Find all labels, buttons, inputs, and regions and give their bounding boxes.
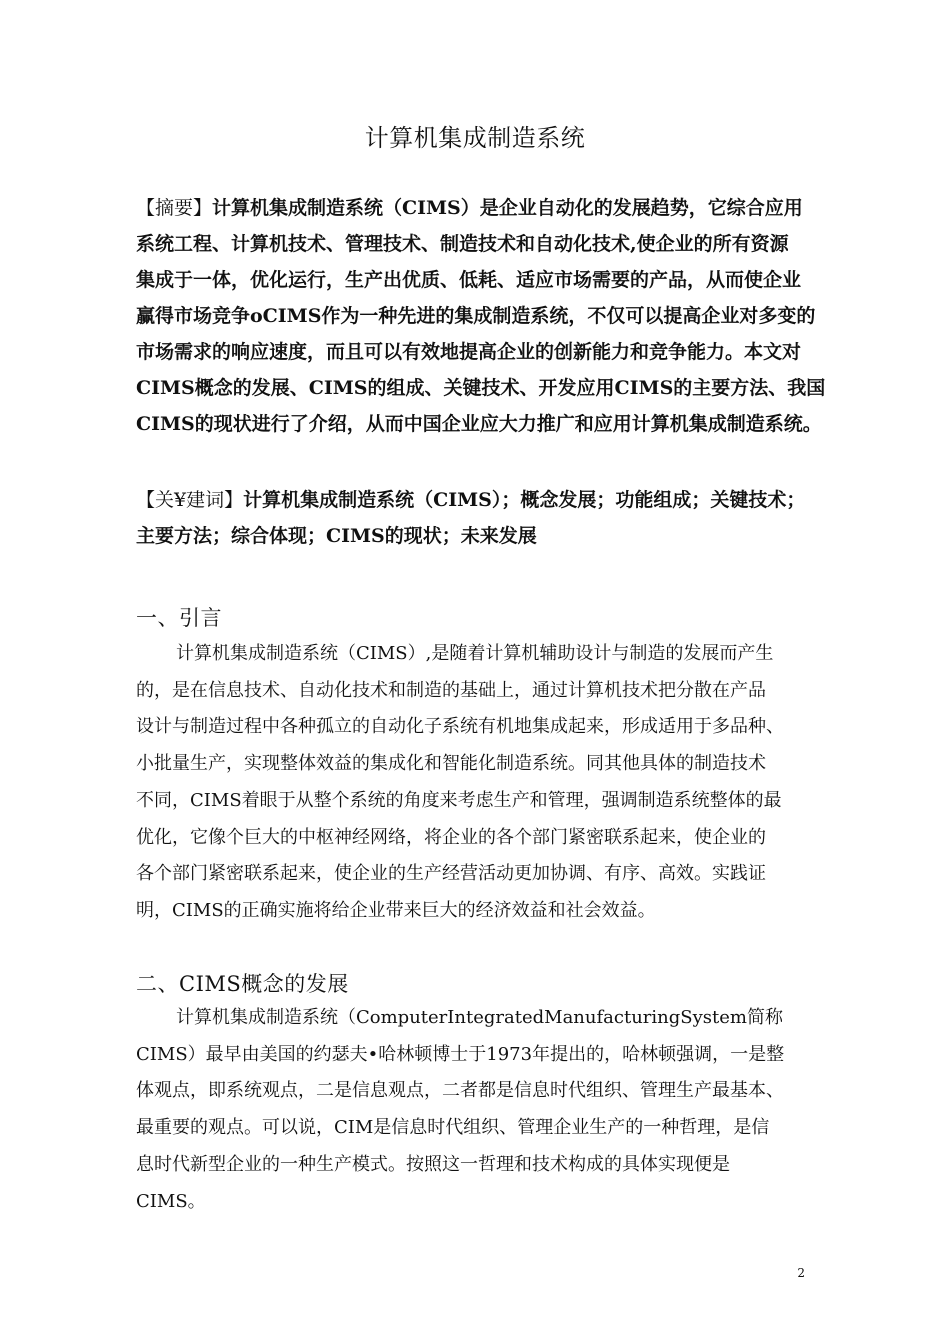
section-heading-cims-concept: 二、CIMS概念的发展 (136, 972, 349, 996)
abstract-line: CIMS的现状进行了介绍，从而中国企业应大力推广和应用计算机集成制造系统。 (136, 413, 822, 435)
body-line: 体观点，即系统观点，二是信息观点，二者都是信息时代组织、管理生产最基本、 (136, 1080, 784, 1102)
keywords-block (136, 482, 826, 554)
body-line: CIMS。 (136, 1190, 206, 1212)
abstract-line: 集成于一体，优化运行，生产出优质、低耗、适应市场需要的产品，从而使企业 (136, 269, 802, 291)
abstract-line-text: 计算机集成制造系统（CIMS）是企业自动化的发展趋势，它综合应用 (212, 197, 803, 219)
abstract-label: 【摘要】 (136, 197, 213, 219)
body-line: 最重要的观点。可以说，CIM是信息时代组织、管理企业生产的一种哲理，是信 (136, 1117, 770, 1139)
body-line: 各个部门紧密联系起来，使企业的生产经营活动更加协调、有序、高效。实践证 (136, 863, 766, 885)
abstract-block (136, 190, 826, 442)
keywords-line-text: 计算机集成制造系统（CIMS）；概念发展；功能组成；关键技术； (243, 489, 806, 511)
body-line: 设计与制造过程中各种孤立的自动化子系统有机地集成起来，形成适用于多品种、 (136, 716, 784, 738)
section-body-introduction (136, 636, 836, 930)
keywords-line (136, 482, 826, 518)
page-number: 2 (797, 1266, 805, 1280)
abstract-line: 赢得市场竞争oCIMS作为一种先进的集成制造系统，不仅可以提高企业对多变的 (136, 305, 816, 327)
body-line: 息时代新型企业的一种生产模式。按照这一哲理和技术构成的具体实现便是 (136, 1153, 730, 1175)
section-heading-introduction: 一、引言 (136, 606, 222, 630)
body-line: 计算机集成制造系统（ComputerIntegratedManufacturingSystem简称 (176, 1007, 783, 1028)
body-line: 的，是在信息技术、自动化技术和制造的基础上，通过计算机技术把分散在产品 (136, 679, 766, 701)
abstract-line: 市场需求的响应速度，而且可以有效地提高企业的创新能力和竞争能力。本文对 (136, 341, 802, 363)
body-line: 不同，CIMS着眼于从整个系统的角度来考虑生产和管理，强调制造系统整体的最 (136, 789, 782, 811)
section-body-cims-concept (136, 1000, 836, 1220)
abstract-line: CIMS概念的发展、CIMS的组成、关键技术、开发应用CIMS的主要方法、我国 (136, 377, 826, 399)
body-line: CIMS）最早由美国的约瑟夫•哈林顿博士于1973年提出的，哈林顿强调，一是整 (136, 1043, 785, 1065)
abstract-line (136, 190, 826, 226)
body-line: 优化，它像个巨大的中枢神经网络，将企业的各个部门紧密联系起来，使企业的 (136, 826, 766, 848)
body-line: 计算机集成制造系统（CIMS）,是随着计算机辅助设计与制造的发展而产生 (176, 643, 774, 664)
keywords-label: 【关¥建词】 (136, 489, 244, 511)
document-title: 计算机集成制造系统 (364, 124, 586, 152)
keywords-line: 主要方法；综合体现；CIMS的现状；未来发展 (136, 525, 537, 547)
body-line: 明，CIMS的正确实施将给企业带来巨大的经济效益和社会效益。 (136, 899, 656, 921)
body-line: 小批量生产，实现整体效益的集成化和智能化制造系统。同其他具体的制造技术 (136, 753, 766, 775)
abstract-line: 系统工程、计算机技术、管理技术、制造技术和自动化技术,使企业的所有资源 (136, 233, 789, 255)
